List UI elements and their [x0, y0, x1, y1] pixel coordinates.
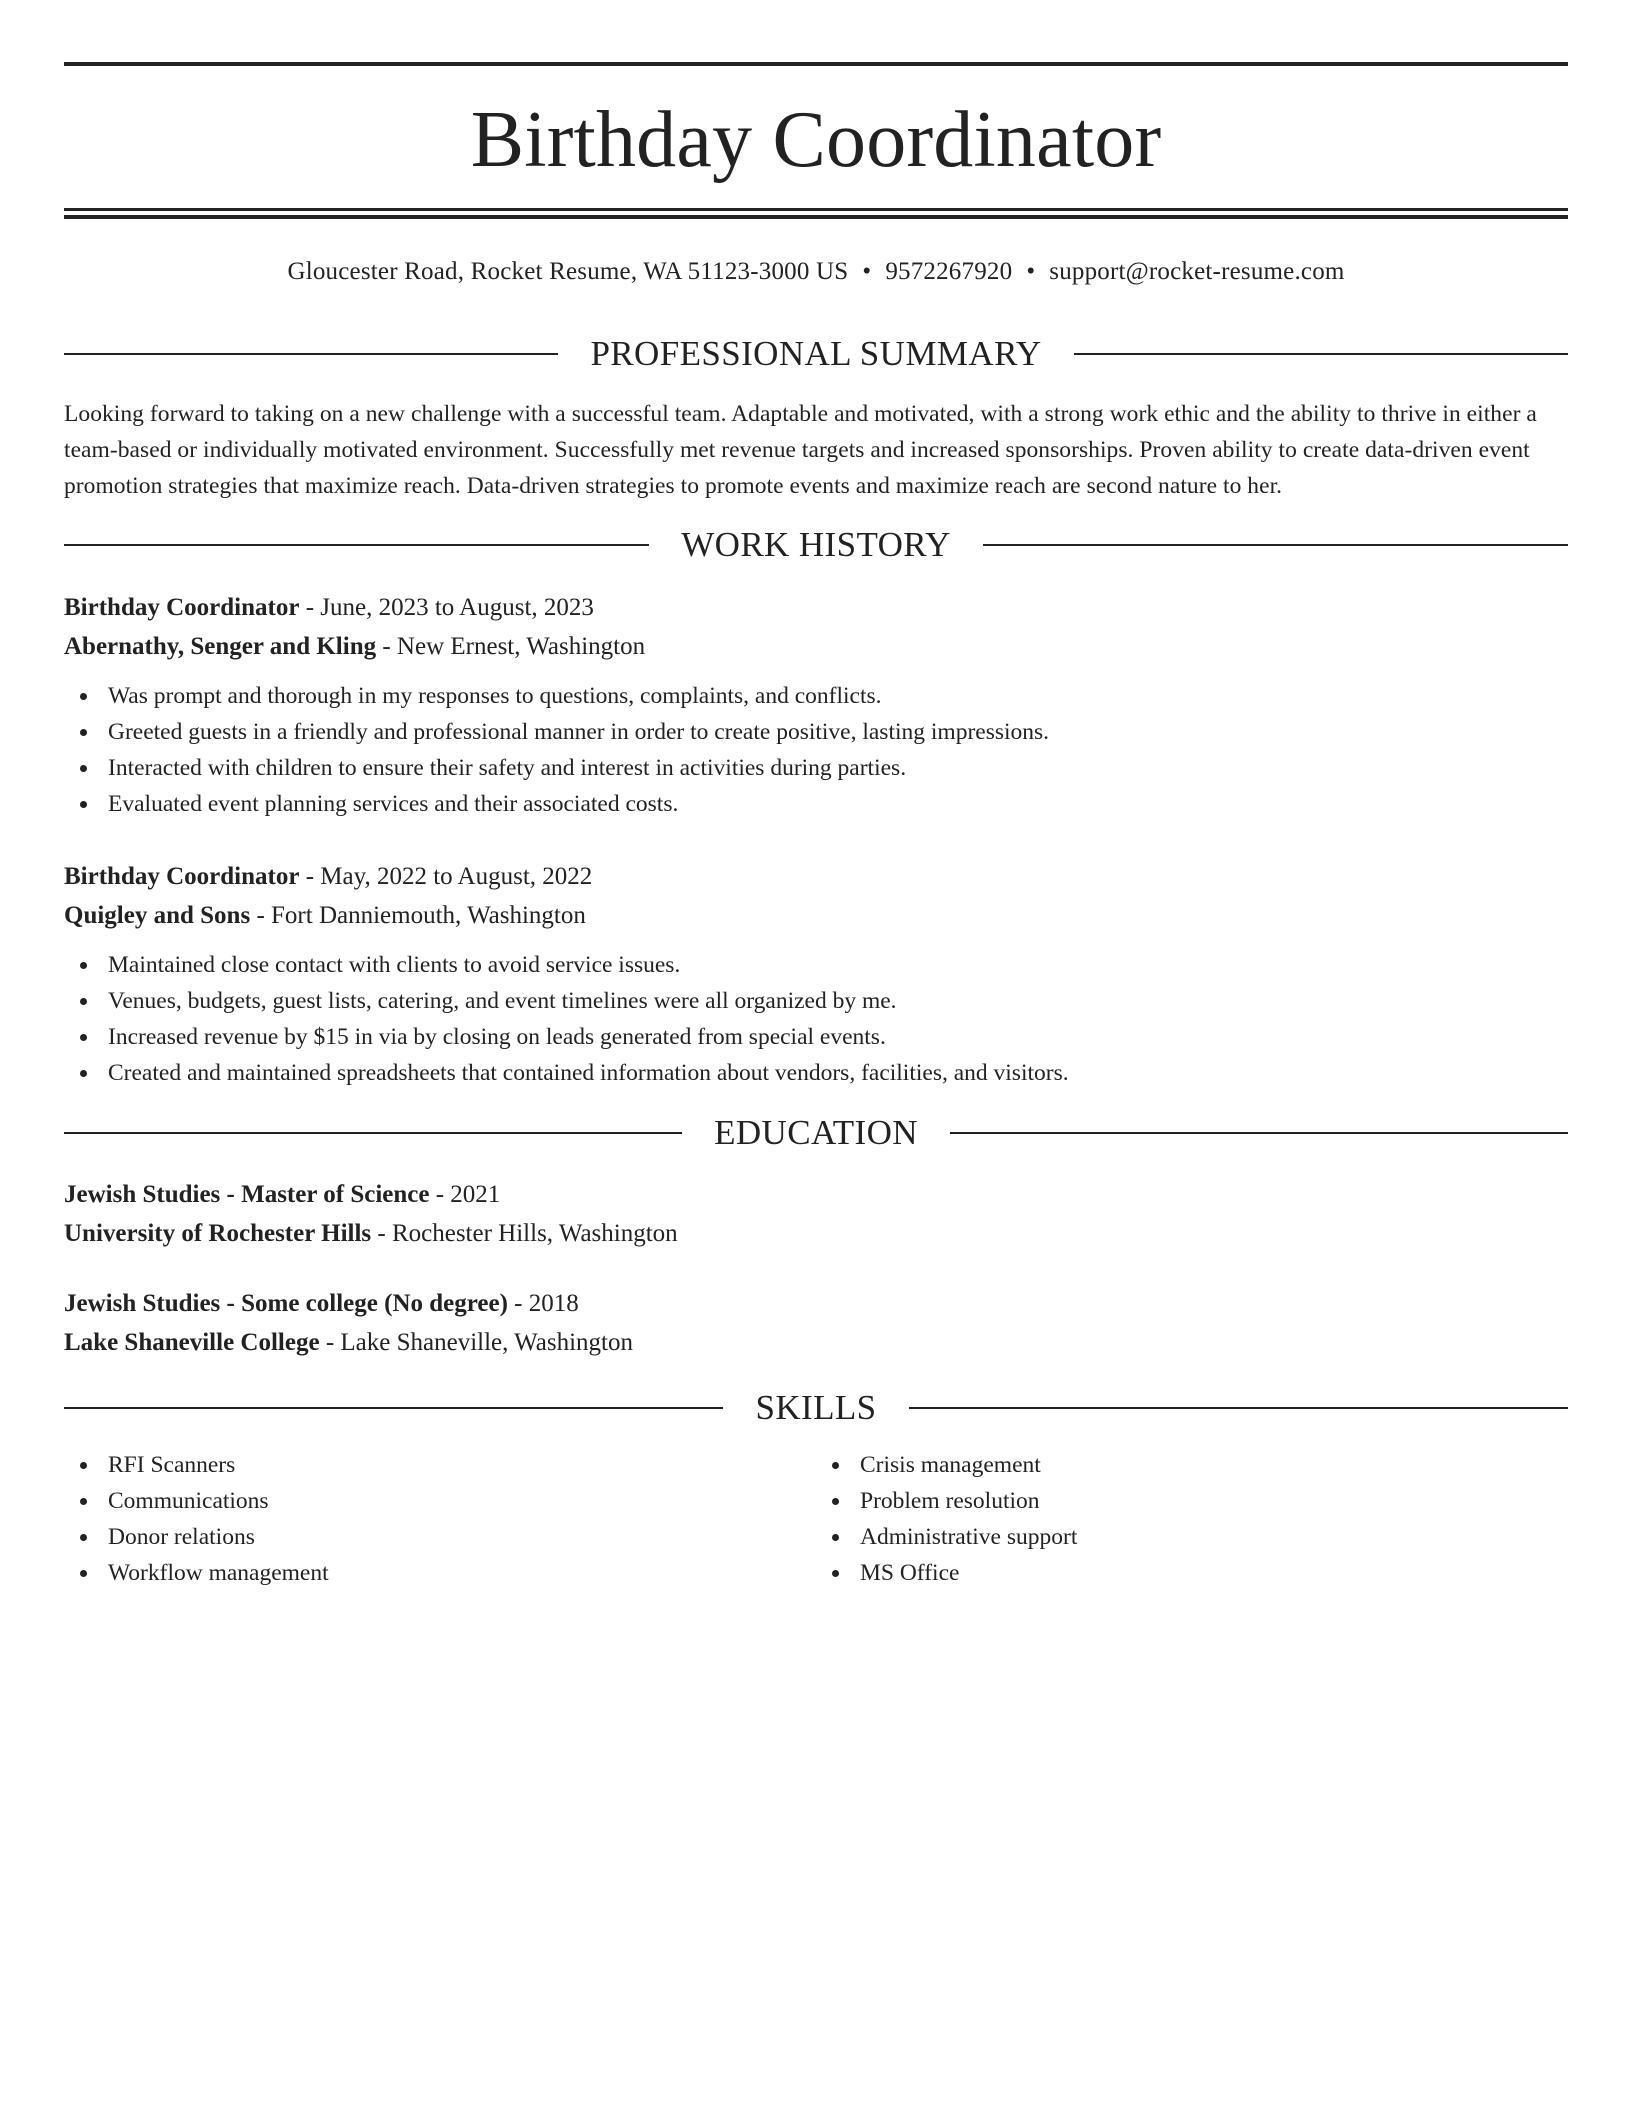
- job-bullet-list: [64, 947, 1568, 1091]
- job-bullet: Venues, budgets, guest lists, catering, and event timelines were all organized by me.: [64, 983, 1568, 1019]
- skill-item: MS Office: [816, 1555, 1568, 1591]
- job-entry: [64, 588, 1568, 822]
- education-entry: [64, 1175, 1568, 1253]
- education-degree-line: [64, 1175, 1568, 1214]
- job-title: Birthday Coordinator: [64, 863, 300, 890]
- job-title: Birthday Coordinator: [64, 594, 300, 621]
- skill-item: Communications: [64, 1483, 816, 1519]
- job-bullet-list: [64, 678, 1568, 822]
- skills-heading: SKILLS: [755, 1388, 877, 1427]
- skill-item: Administrative support: [816, 1519, 1568, 1555]
- job-location: - New Ernest, Washington: [376, 633, 646, 660]
- contact-separator: •: [862, 258, 872, 285]
- job-location: - Fort Danniemouth, Washington: [250, 902, 586, 929]
- job-title-line: [64, 857, 1568, 896]
- heading-rule-left: [64, 544, 649, 546]
- contact-line: [64, 256, 1568, 288]
- contact-email: support@rocket-resume.com: [1049, 258, 1345, 285]
- job-dates: - June, 2023 to August, 2023: [299, 594, 594, 621]
- job-bullet: Interacted with children to ensure their safety and interest in activities during parties.: [64, 750, 1568, 786]
- job-company: Quigley and Sons: [64, 902, 251, 929]
- education-school-line: [64, 1323, 1568, 1362]
- resume-name: Birthday Coordinator: [470, 96, 1162, 184]
- education-degree: Jewish Studies - Some college (No degree): [64, 1290, 508, 1317]
- skill-item: Donor relations: [64, 1519, 816, 1555]
- education-degree: Jewish Studies - Master of Science: [64, 1181, 430, 1208]
- heading-rule-left: [64, 353, 558, 355]
- skill-item: Crisis management: [816, 1447, 1568, 1483]
- skill-item: Problem resolution: [816, 1483, 1568, 1519]
- work-heading: WORK HISTORY: [681, 525, 951, 564]
- job-bullet: Created and maintained spreadsheets that contained information about vendors, facilities, and visitors.: [64, 1055, 1568, 1091]
- work-section-heading: [64, 527, 1568, 562]
- job-bullet: Was prompt and thorough in my responses to questions, complaints, and conflicts.: [64, 678, 1568, 714]
- job-company: Abernathy, Senger and Kling: [64, 633, 377, 660]
- education-section-heading: [64, 1115, 1568, 1150]
- education-school-line: [64, 1214, 1568, 1253]
- education-school: Lake Shaneville College: [64, 1329, 320, 1356]
- job-title-line: [64, 588, 1568, 627]
- skill-item: Workflow management: [64, 1555, 816, 1591]
- job-company-line: [64, 627, 1568, 666]
- contact-address: Gloucester Road, Rocket Resume, WA 51123-3000 US: [287, 258, 849, 285]
- job-bullet: Increased revenue by $15 in via by closing on leads generated from special events.: [64, 1019, 1568, 1055]
- job-bullet: Evaluated event planning services and their associated costs.: [64, 786, 1568, 822]
- contact-separator: •: [1026, 258, 1036, 285]
- job-company-line: [64, 896, 1568, 935]
- skills-column-right: [816, 1447, 1568, 1591]
- heading-rule-left: [64, 1407, 723, 1409]
- double-rule: [64, 208, 1568, 219]
- summary-section-heading: [64, 336, 1568, 371]
- job-bullet: Maintained close contact with clients to avoid service issues.: [64, 947, 1568, 983]
- education-year: - 2021: [429, 1181, 501, 1208]
- skill-item: RFI Scanners: [64, 1447, 816, 1483]
- education-year: - 2018: [507, 1290, 579, 1317]
- contact-phone: 9572267920: [885, 258, 1013, 285]
- education-entry: [64, 1284, 1568, 1362]
- heading-rule-left: [64, 1132, 682, 1134]
- job-entry: [64, 857, 1568, 1091]
- skills-column-left: [64, 1447, 816, 1591]
- education-school: University of Rochester Hills: [64, 1220, 372, 1247]
- education-location: - Rochester Hills, Washington: [371, 1220, 678, 1247]
- skills-section-heading: [64, 1390, 1568, 1425]
- heading-rule-right: [983, 544, 1568, 546]
- job-dates: - May, 2022 to August, 2022: [299, 863, 593, 890]
- summary-heading: PROFESSIONAL SUMMARY: [590, 334, 1042, 373]
- education-location: - Lake Shaneville, Washington: [319, 1329, 633, 1356]
- job-bullet: Greeted guests in a friendly and professional manner in order to create positive, lasting impressions.: [64, 714, 1568, 750]
- heading-rule-right: [950, 1132, 1568, 1134]
- heading-rule-right: [909, 1407, 1568, 1409]
- skills-list: [64, 1447, 1568, 1591]
- heading-rule-right: [1074, 353, 1568, 355]
- top-rule: [64, 62, 1568, 66]
- education-degree-line: [64, 1284, 1568, 1323]
- education-heading: EDUCATION: [714, 1113, 918, 1152]
- summary-text: Looking forward to taking on a new challenge with a successful team. Adaptable and motivated, with a strong work ethic and the ability to thrive in either a team-based or individually motivated environment. Successfully met revenue targets and increased sponsorships. Proven ability to create data-driven event promotion strategies that maximize reach. Data-driven strategies to promote events and maximize reach are second nature to her.: [64, 401, 1537, 499]
